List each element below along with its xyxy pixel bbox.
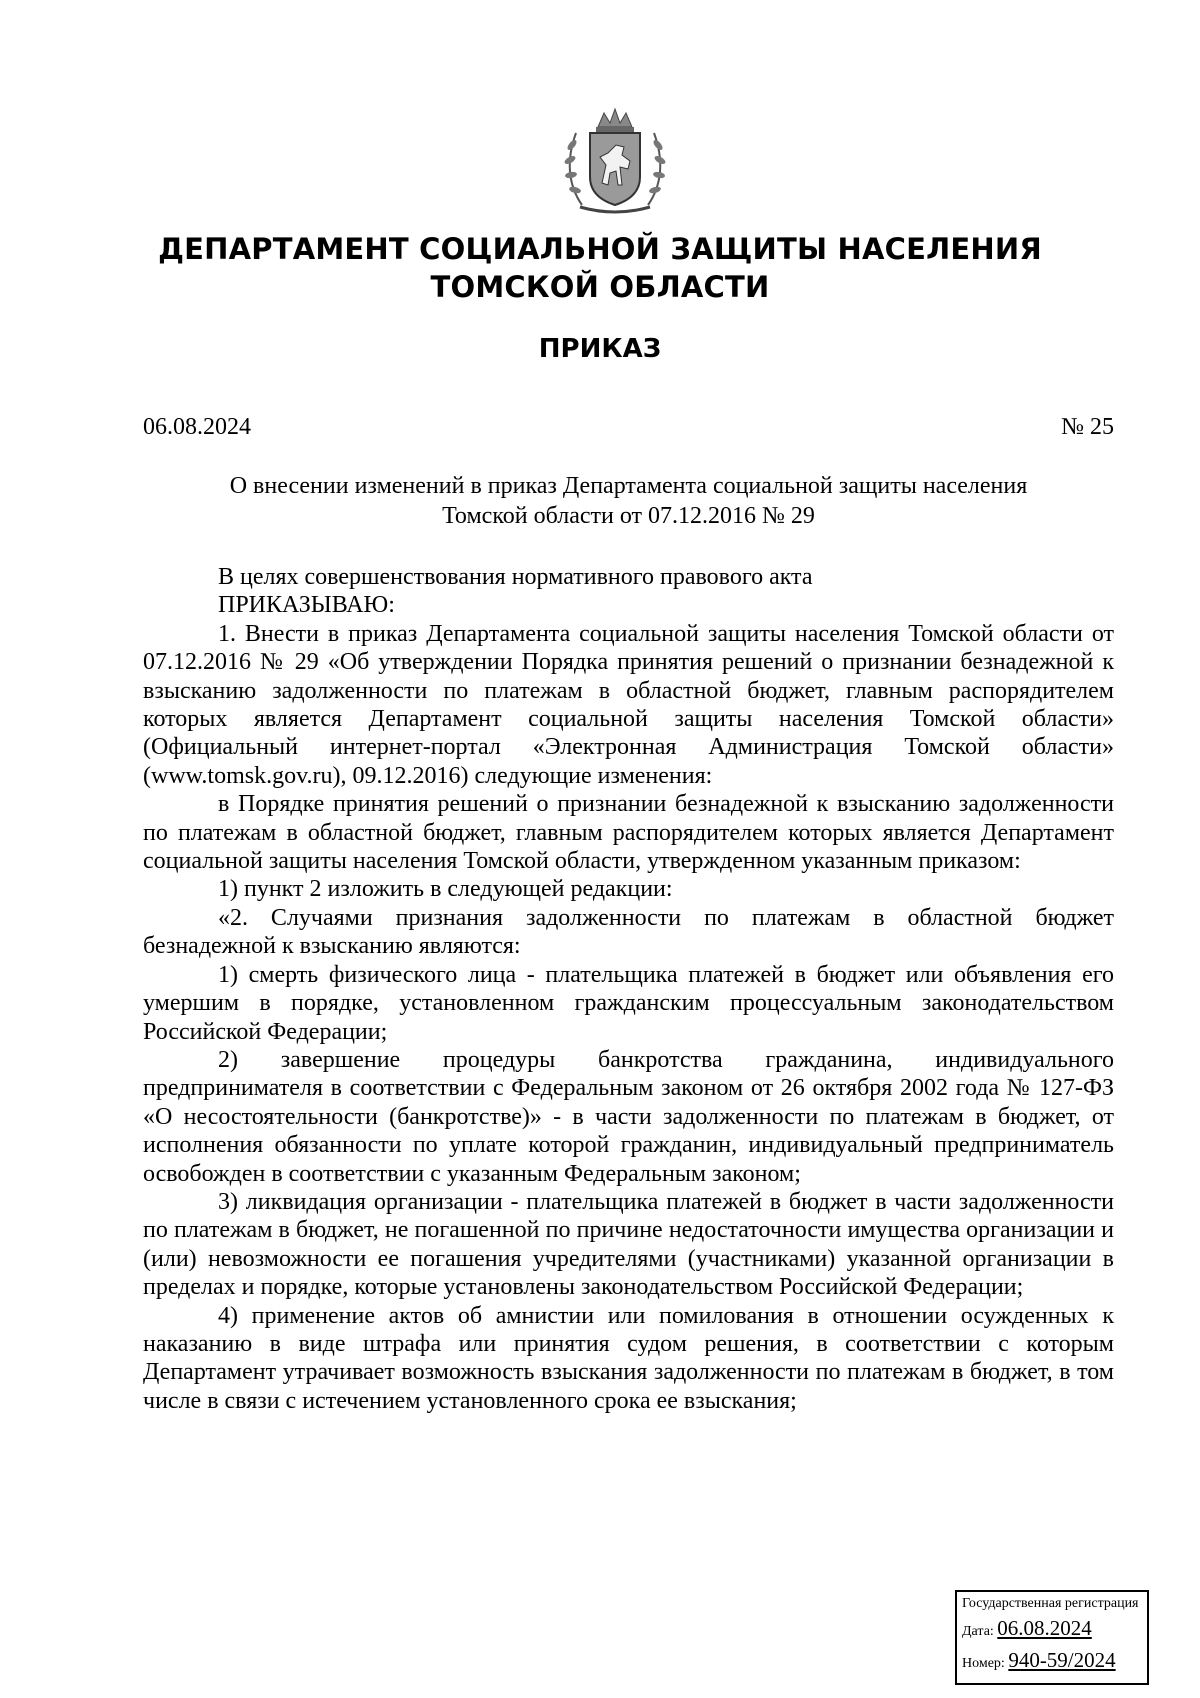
document-title [143, 471, 1114, 531]
registration-stamp [955, 1590, 1149, 1685]
document-number: № 25 [1061, 414, 1114, 440]
body-paragraph: 4) применение актов об амнистии или помилования в отношении осужденных к наказанию в виде штрафа или принятия судом решения, в соответствии с которым Департамент утрачивает возможность взыскания задолженности по платежам в бюджет, в том числе в связи с истечением установленного срока ее взыскания; [143, 1302, 1114, 1414]
body-paragraph: 2) завершение процедуры банкротства гражданина, индивидуального предпринимателя в соответствии с Федеральным законом от 26 октября 2002 года № 127-ФЗ «О несостоятельности (банкротстве)» - в части задолженности по платежам в бюджет, от исполнения обязанности по уплате которой гражданин, индивидуальный предприниматель освобожден в соответствии с указанным Федеральным законом; [143, 1046, 1114, 1187]
document-title-line2: Томской области от 07.12.2016 № 29 [442, 503, 815, 529]
registration-date-row [962, 1614, 1142, 1646]
organization-name-line1: ДЕПАРТАМЕНТ СОЦИАЛЬНОЙ ЗАЩИТЫ НАСЕЛЕНИЯ [158, 232, 1042, 266]
document-body [143, 563, 1114, 1415]
body-paragraph: ПРИКАЗЫВАЮ: [218, 592, 395, 619]
registration-stamp-title: Государственная регистрация [962, 1596, 1139, 1611]
document-title-line1: О внесении изменений в приказ Департамента социальной защиты населения [229, 473, 1028, 499]
document-type: ПРИКАЗ [538, 334, 662, 364]
body-paragraph: 1. Внести в приказ Департамента социальной защиты населения Томской области от 07.12.2016 № 29 «Об утверждении Порядка принятия решений о признании безнадежной к взысканию задолженности по платежам в областной бюджет, главным распорядителем которых является Департамент социальной защиты населения Томской области» (Официальный интернет-портал «Электронная Администрация Томской области» (www.tomsk.gov.ru), 09.12.2016) следующие изменения: [143, 620, 1114, 789]
body-paragraph: 1) пункт 2 изложить в следующей редакции: [218, 876, 673, 903]
body-paragraph: в Порядке принятия решений о признании безнадежной к взысканию задолженности по платежам в областной бюджет, главным распорядителем которых является Департамент социальной защиты населения Томской области, утвержденном указанным приказом: [143, 791, 1114, 875]
body-paragraph: В целях совершенствования нормативного правового акта [218, 564, 813, 590]
registration-date-value: 06.08.2024 [997, 1616, 1092, 1640]
document-date: 06.08.2024 [143, 414, 251, 440]
registration-number-row [962, 1646, 1142, 1678]
organization-name-line2: ТОМСКОЙ ОБЛАСТИ [430, 270, 770, 304]
registration-number-label: Номер: [962, 1656, 1005, 1671]
body-paragraph: «2. Случаями признания задолженности по платежам в областной бюджет безнадежной к взысканию являются: [143, 904, 1114, 960]
registration-date-label: Дата: [962, 1624, 994, 1639]
coat-of-arms-emblem [560, 105, 670, 217]
body-paragraph: 1) смерть физического лица - плательщика платежей в бюджет или объявления его умершим в порядке, установленном гражданским процессуальным законодательством Российской Федерации; [143, 961, 1114, 1045]
registration-number-value: 940-59/2024 [1008, 1648, 1116, 1672]
body-paragraph: 3) ликвидация организации - плательщика платежей в бюджет в части задолженности по платежам в бюджет, не погашенной по причине недостаточности имущества организации и (или) невозможности ее погашения учредителями (участниками) указанной организации в пределах и порядке, которые установлены законодательством Российской Федерации; [143, 1188, 1114, 1301]
